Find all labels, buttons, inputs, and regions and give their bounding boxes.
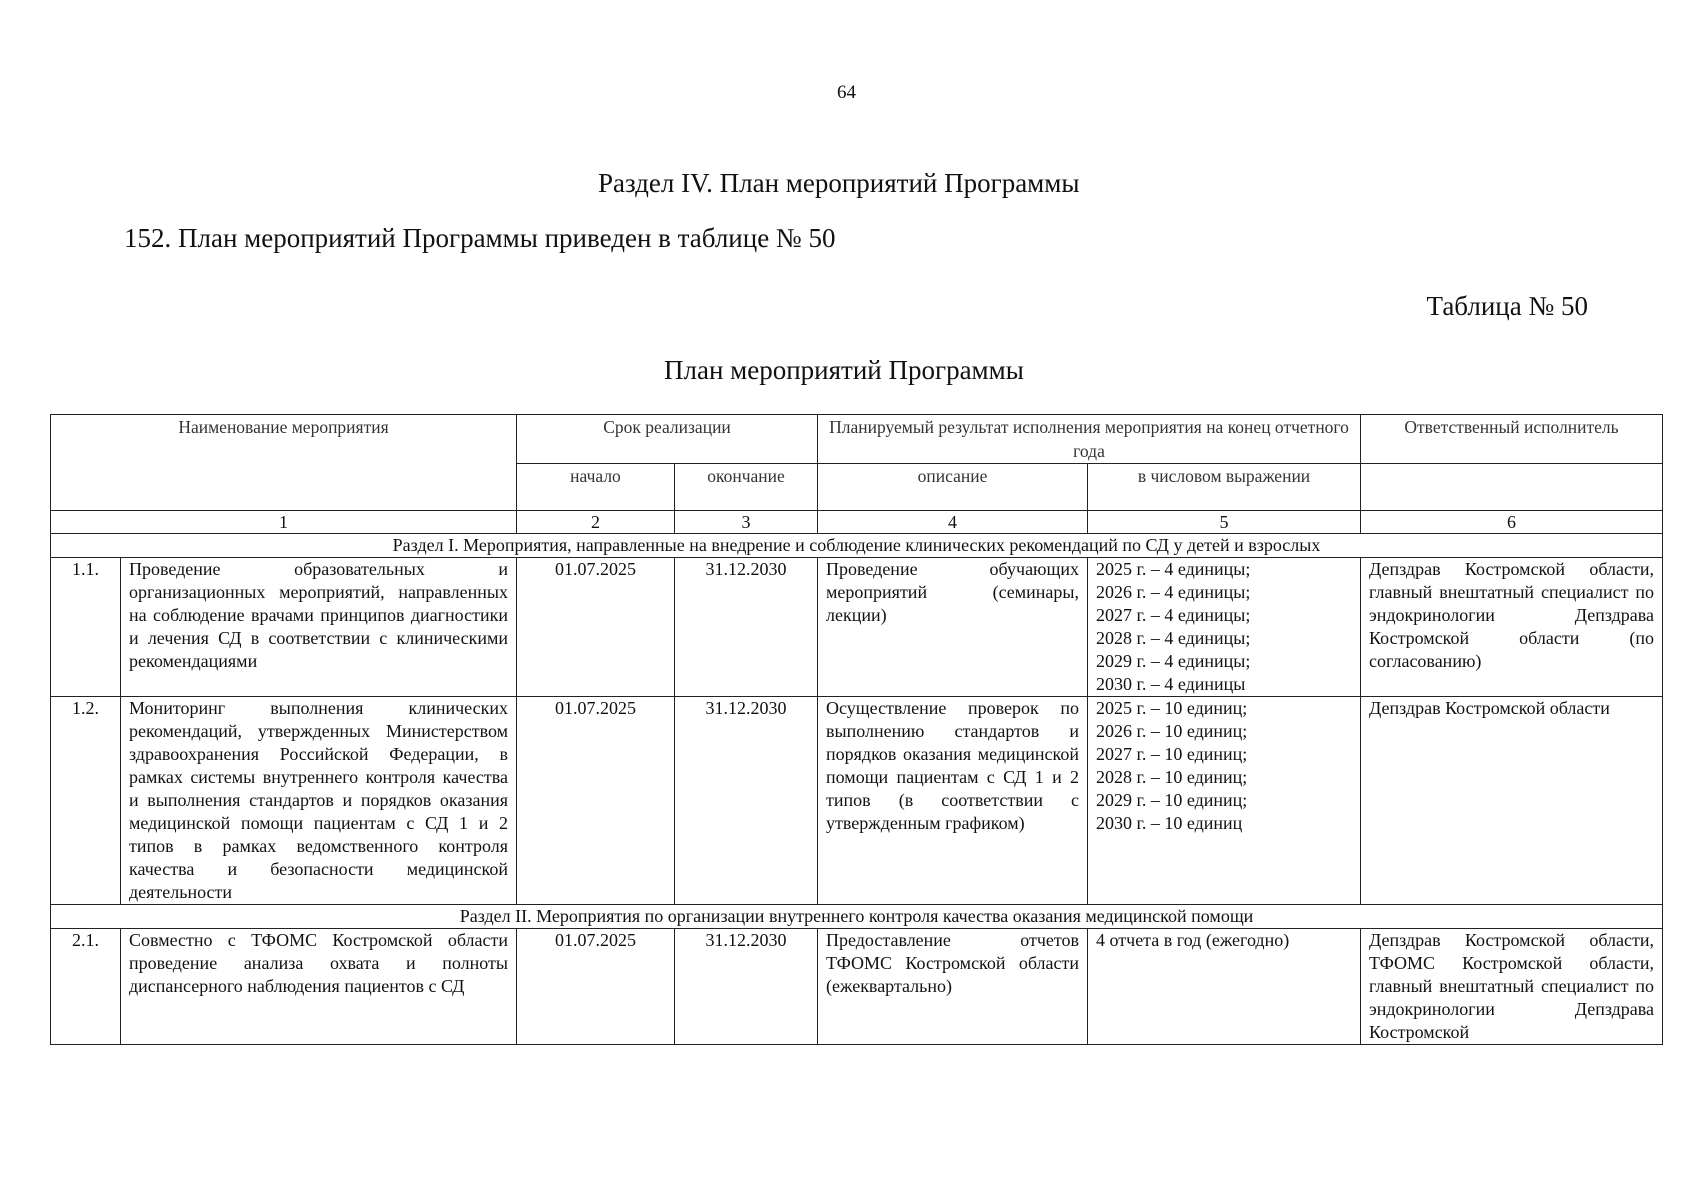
row-description: Проведение обучающих мероприятий (семинары, лекции) bbox=[818, 558, 1088, 697]
header-numeric: в числовом выражении bbox=[1088, 464, 1361, 511]
section-heading: Раздел IV. План мероприятий Программы bbox=[598, 168, 1080, 198]
plan-table bbox=[50, 414, 1663, 1045]
column-number: 3 bbox=[675, 511, 818, 534]
column-number: 4 bbox=[818, 511, 1088, 534]
row-start-date: 01.07.2025 bbox=[517, 697, 675, 905]
header-period: Срок реализации bbox=[517, 415, 818, 464]
row-numeric bbox=[1088, 697, 1361, 905]
numeric-line: 2027 г. – 4 единицы; bbox=[1096, 605, 1251, 625]
numeric-line: 2026 г. – 4 единицы; bbox=[1096, 582, 1251, 602]
column-number: 5 bbox=[1088, 511, 1361, 534]
row-name: Совместно с ТФОМС Костромской области проведение анализа охвата и полноты диспансерного наблюдения пациентов с СД bbox=[121, 929, 517, 1045]
numeric-line: 2025 г. – 4 единицы; bbox=[1096, 559, 1251, 579]
row-number: 1.1. bbox=[51, 558, 121, 697]
header-row bbox=[51, 415, 1663, 464]
header-executor: Ответственный исполнитель bbox=[1361, 415, 1663, 464]
table-row bbox=[51, 558, 1663, 697]
row-description: Предоставление отчетов ТФОМС Костромской области (ежеквартально) bbox=[818, 929, 1088, 1045]
row-executor: Депздрав Костромской области bbox=[1361, 697, 1663, 905]
header-executor-blank bbox=[1361, 464, 1663, 511]
column-number: 1 bbox=[51, 511, 517, 534]
numeric-line: 4 отчета в год (ежегодно) bbox=[1096, 930, 1290, 950]
row-name: Проведение образовательных и организационных мероприятий, направленных на соблюдение врачами принципов диагностики и лечения СД в соответствии с клиническими рекомендациями bbox=[121, 558, 517, 697]
numeric-line: 2029 г. – 10 единиц; bbox=[1096, 790, 1248, 810]
header-description: описание bbox=[818, 464, 1088, 511]
row-start-date: 01.07.2025 bbox=[517, 929, 675, 1045]
table-title: План мероприятий Программы bbox=[664, 355, 1024, 385]
row-numeric bbox=[1088, 929, 1361, 1045]
header-result: Планируемый результат исполнения мероприятия на конец отчетного года bbox=[818, 415, 1361, 464]
numeric-line: 2028 г. – 4 единицы; bbox=[1096, 628, 1251, 648]
numeric-line: 2028 г. – 10 единиц; bbox=[1096, 767, 1248, 787]
column-number: 6 bbox=[1361, 511, 1663, 534]
numeric-line: 2029 г. – 4 единицы; bbox=[1096, 651, 1251, 671]
row-executor: Депздрав Костромской области, ТФОМС Костромской области, главный внештатный специалист по эндокринологии Депздрава Костромской bbox=[1361, 929, 1663, 1045]
numeric-line: 2030 г. – 4 единицы bbox=[1096, 674, 1246, 694]
numeric-line: 2030 г. – 10 единиц bbox=[1096, 813, 1243, 833]
header-end: окончание bbox=[675, 464, 818, 511]
page-number: 64 bbox=[837, 82, 856, 103]
section-row bbox=[51, 534, 1663, 558]
column-number-row bbox=[51, 511, 1663, 534]
section-title: Раздел II. Мероприятия по организации внутреннего контроля качества оказания медицинской помощи bbox=[51, 905, 1663, 929]
row-numeric bbox=[1088, 558, 1361, 697]
column-number: 2 bbox=[517, 511, 675, 534]
row-number: 1.2. bbox=[51, 697, 121, 905]
section-title: Раздел I. Мероприятия, направленные на внедрение и соблюдение клинических рекомендаций по СД у детей и взрослых bbox=[51, 534, 1663, 558]
row-end-date: 31.12.2030 bbox=[675, 558, 818, 697]
row-description: Осуществление проверок по выполнению стандартов и порядков оказания медицинской помощи пациентам с СД 1 и 2 типов (в соответствии с утвержденным графиком) bbox=[818, 697, 1088, 905]
row-name: Мониторинг выполнения клинических рекомендаций, утвержденных Министерством здравоохранения Российской Федерации, в рамках системы внутреннего контроля качества и выполнения стандартов и порядков оказания медицинской помощи пациентам с СД 1 и 2 типов в рамках ведомственного контроля качества и безопасности медицинской деятельности bbox=[121, 697, 517, 905]
table-row bbox=[51, 929, 1663, 1045]
numeric-line: 2027 г. – 10 единиц; bbox=[1096, 744, 1248, 764]
row-end-date: 31.12.2030 bbox=[675, 697, 818, 905]
numeric-line: 2025 г. – 10 единиц; bbox=[1096, 698, 1248, 718]
numeric-line: 2026 г. – 10 единиц; bbox=[1096, 721, 1248, 741]
section-row bbox=[51, 905, 1663, 929]
row-end-date: 31.12.2030 bbox=[675, 929, 818, 1045]
intro-paragraph: 152. План мероприятий Программы приведен в таблице № 50 bbox=[124, 223, 836, 253]
table-caption: Таблица № 50 bbox=[1426, 291, 1588, 321]
row-executor: Депздрав Костромской области, главный внештатный специалист по эндокринологии Депздрава Костромской области (по согласованию) bbox=[1361, 558, 1663, 697]
row-start-date: 01.07.2025 bbox=[517, 558, 675, 697]
table-row bbox=[51, 697, 1663, 905]
row-number: 2.1. bbox=[51, 929, 121, 1045]
header-name: Наименование мероприятия bbox=[51, 415, 517, 511]
header-start: начало bbox=[517, 464, 675, 511]
